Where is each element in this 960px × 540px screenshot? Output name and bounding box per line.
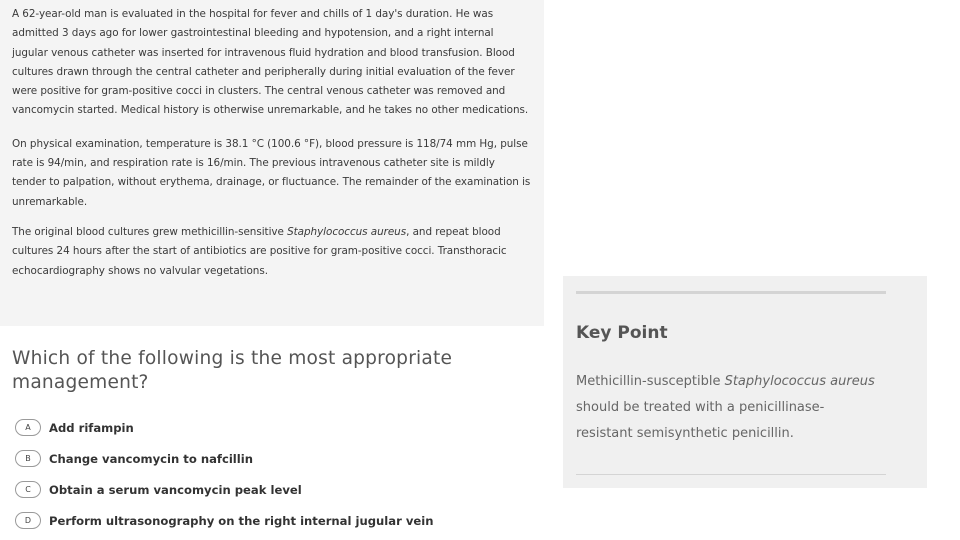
question-prompt: Which of the following is the most appropriate management? (12, 348, 453, 393)
stem-paragraph-exam: On physical examination, temperature is 38.1 °C (100.6 °F), blood pressure is 118/74 mm Hg, pulse rate is 94/min, and respiration rate is 16/min. The previous intravenous catheter site is mildly tender to palpation, without erythema, drainage, or fluctuance. The remainder of the examination is unremarkable. (12, 137, 531, 208)
stem-paragraph-history: A 62-year-old man is evaluated in the hospital for fever and chills of 1 day's duration. He was admitted 3 days ago for lower gastrointestinal bleeding and hypotension, and a right internal jugular venous catheter was inserted for intravenous fluid hydration and blood transfusion. Blood cultures drawn through the central catheter and peripherally during initial evaluation of the fever were positive for gram-positive cocci in clusters. The central venous catheter was removed and vancomycin started. Medical history is otherwise unremarkable, and he takes no other medications. (12, 8, 529, 117)
key-point-body (576, 369, 876, 447)
option-label[interactable]: Perform ultrasonography on the right internal jugular vein (49, 513, 434, 528)
key-point-panel (563, 276, 927, 488)
organism-name: Staphylococcus aureus (287, 225, 407, 238)
option-letter-badge[interactable]: C (15, 481, 41, 498)
key-point-text: Methicillin-susceptible (576, 374, 725, 389)
organism-name: Staphylococcus aureus (724, 374, 875, 389)
divider (576, 474, 886, 475)
answer-option-b[interactable] (15, 443, 535, 474)
question-stem (0, 0, 544, 326)
divider (576, 291, 886, 294)
answer-option-c[interactable] (15, 474, 535, 505)
key-point-text-cont: should be treated with a penicillinase-resistant semisynthetic penicillin. (576, 400, 825, 441)
option-label[interactable]: Change vancomycin to nafcillin (49, 451, 253, 466)
option-label[interactable]: Obtain a serum vancomycin peak level (49, 482, 302, 497)
stem-paragraph-results (12, 223, 532, 281)
option-letter-badge[interactable]: A (15, 419, 41, 436)
option-label[interactable]: Add rifampin (49, 420, 134, 435)
answer-option-a[interactable] (15, 412, 535, 443)
answer-options (15, 412, 535, 536)
stem-results-text: The original blood cultures grew methicillin-sensitive (12, 225, 288, 238)
option-letter-badge[interactable]: D (15, 512, 41, 529)
stem-results-text-cont: , and repeat blood cultures 24 hours after the start of antibiotics are positive for gram-positive cocci. Transthoracic echocardiography shows no valvular vegetations. (12, 225, 507, 277)
key-point-title: Key Point (576, 323, 668, 343)
answer-option-d[interactable] (15, 505, 535, 536)
option-letter-badge[interactable]: B (15, 450, 41, 467)
